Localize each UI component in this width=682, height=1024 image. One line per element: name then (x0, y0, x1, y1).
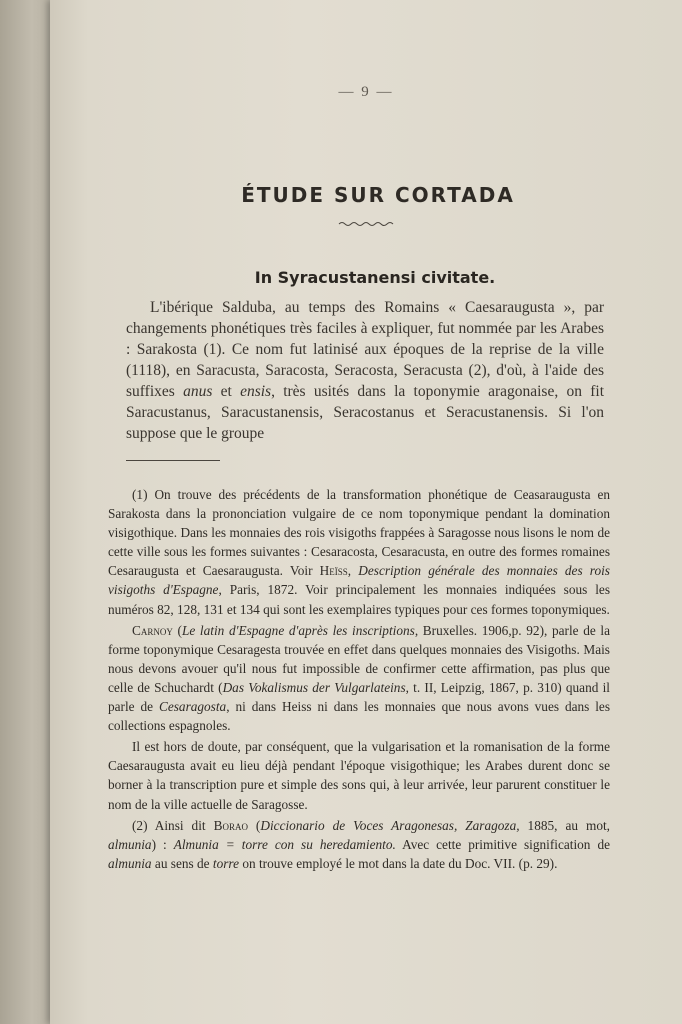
text-run: (1) On trouve des précédents de la transformation phonétique de Ceasaraugusta en Sarakosta dans la prononciation vulgaire de ce nom toponymique pendant la domination visigothique. Dans les monnaies des rois visigoths frappées à Saragosse nous lisons le nom de cette ville sous les formes suivantes : Cesaracosta, Cesaracusta, en outre des formes romaines Cesaraugusta et Caesaraugusta. Voir (108, 487, 610, 579)
text-run: , t. II, Leipzig, 1867, p. 310) quand il parle de (108, 679, 610, 715)
footnote-rule (126, 460, 220, 461)
italic-term: Cesaragosta (158, 699, 227, 715)
text-run: et (212, 383, 241, 400)
footnote-1-conclusion: Il est hors de doute, par conséquent, que la vulgarisation et la romanisation de la forme Caesaraugusta avait eu lieu déjà pendant l'époque visigothique; les Arabes durent donc se borner à la transcription pure et simple des sons qui, à leur arrivée, leur parurent constituer le nom de la ville actuelle de Saragosse. (108, 739, 610, 812)
footnote-2 (108, 816, 610, 873)
section-heading: In Syracustanensi civitate. (254, 268, 496, 287)
text-run: , Bruxelles. 1906,p. 92), parle de la forme toponymique Cesaragesta trouvée en effet dans quelques monnaies des Visigoths. Mais nous devons avouer qu'il nous fut impossible de confirmer cette affirmation, pas plus que celle de Schuchardt ( (108, 622, 610, 695)
text-run: (2) Ainsi dit (132, 817, 214, 833)
text-run: Avec cette primitive signification de (395, 836, 610, 852)
author-name: Carnoy (132, 622, 173, 638)
footnote-1-cont (108, 621, 610, 736)
text-run: , très usités dans la toponymie aragonaise, on fit Saracustanus, Saracustanensis, Seracostanus et Seracustanensis. Si l'on suppose que le groupe (126, 383, 604, 442)
ornament-squiggle (338, 220, 394, 228)
work-title: Diccionario de Voces Aragonesas, Zaragoza, (260, 817, 520, 833)
text-run: ( (247, 817, 261, 833)
text-run: , ni dans Heiss ni dans les monnaies que nous avons vues dans les collections espagnoles. (108, 699, 611, 734)
page-title: ÉTUDE SUR CORTADA (241, 183, 515, 207)
footnotes (108, 485, 610, 875)
author-name: Heïss (319, 563, 348, 579)
text-run: au sens de (151, 855, 213, 871)
italic-term: almunia (108, 836, 152, 852)
text-run: ) : (151, 836, 174, 852)
work-title: Le latin d'Espagne d'après les inscriptions (181, 622, 415, 638)
main-text (126, 297, 604, 444)
text-run: L'ibérique Salduba, au temps des Romains « Caesaraugusta », par changements phonétiques très faciles à expliquer, fut nommée par les Arabes : Sarakosta (1). Ce nom fut latinisé aux époques de la reprise de la ville (1118), en Saracusta, Saracosta, Seracosta, Seracusta (2), d'où, à l'aide des suffixes (126, 299, 604, 400)
italic-term: torre (212, 855, 239, 871)
text-run: 1885, au mot, (519, 817, 610, 833)
page-number: — 9 — (338, 84, 394, 100)
text-run: , Paris, 1872. Voir principalement les monnaies indiquées sous les numéros 82, 128, 131 et 134 qui sont les exemplaires typiques pour ces formes toponymiques. (108, 582, 610, 617)
work-title: Description générale des monnaies des rois visigoths d'Espagne (108, 563, 610, 598)
text-run: on trouve employé le mot dans la date du Doc. VII. (p. 29). (239, 855, 558, 871)
italic-term: almunia (108, 855, 152, 871)
text-run: ( (172, 622, 182, 638)
document-page (50, 0, 682, 1024)
text-run: , (347, 563, 359, 579)
work-title: Das Vokalismus der Vulgarlateins (222, 679, 406, 695)
italic-quote: Almunia = torre con su heredamiento. (173, 836, 396, 852)
italic-term: ensis (240, 383, 272, 400)
italic-term: anus (183, 383, 213, 400)
paragraph (126, 297, 604, 444)
footnote-1 (108, 485, 610, 619)
author-name: Borao (213, 817, 248, 833)
